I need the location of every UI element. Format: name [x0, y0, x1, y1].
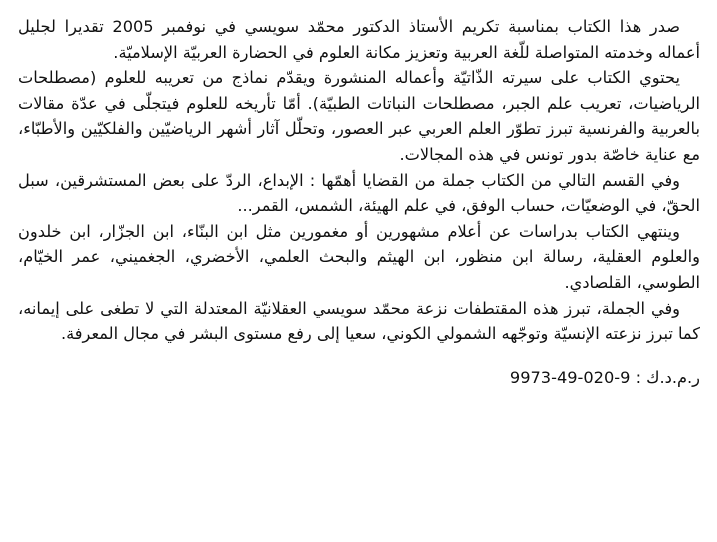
paragraph-issues: وفي القسم التالي من الكتاب جملة من القضايا أهمّها : الإبداع، الردّ على بعض المستشرقين، سبل الحقّ، في الوضعيّات، حساب الوفق، في علم الهيئة، الشمس، القمر... [18, 170, 700, 216]
paragraph-studies: وينتهي الكتاب بدراسات عن أعلام مشهورين أو مغمورين مثل ابن البنّاء، ابن الجزّار، ابن خلدون والعلوم العقلية، رسالة ابن منظور، ابن الهيثم والبحث العلمي، الأخضري، الجغميني، عمر الخيّام، الطوسي، القلصادي. [18, 221, 700, 292]
isbn-value: 9973-49-020-9 [509, 367, 631, 387]
paragraph-conclusion: وفي الجملة، تبرز هذه المقتطفات نزعة محمّد سويسي العقلانيّة المعتدلة التي لا تطغى على إيمانه، كما تبرز نزعته الإنسيّة وتوجّهه الشمولي الكوني، سعيا إلى رفع مستوى البشر في مجال المعرفة. [18, 298, 700, 344]
isbn-label: ر.م.د.ك : [630, 367, 700, 387]
paragraph-dedication: صدر هذا الكتاب بمناسبة تكريم الأستاذ الدكتور محمّد سويسي في نوفمبر 2005 تقديرا لجليل أعماله وخدمته المتواصلة للّغة العربية وتعزيز مكانة العلوم في الحضارة العربيّة الإسلاميّة. [18, 17, 700, 62]
paragraph-contents: يحتوي الكتاب على سيرته الذّاتيّة وأعماله المنشورة ويقدّم نماذج من تعريبه للعلوم (مصطلحات الرياضيات، تعريب علم الجبر، مصطلحات النباتات الطبيّة). أمّا تأريخه للعلوم فيتجلّى في عدّة مقالات بالعربية والفرنسية تبرز تطوّر العلم العربي عبر العصور، وتحلّل آثار أشهر الرياضيّين والفلكيّين والأطبّاء، مع عناية خاصّة بدور تونس في هذه المجالات. [18, 68, 700, 164]
document-body [18, 14, 700, 390]
isbn-line [18, 365, 700, 391]
